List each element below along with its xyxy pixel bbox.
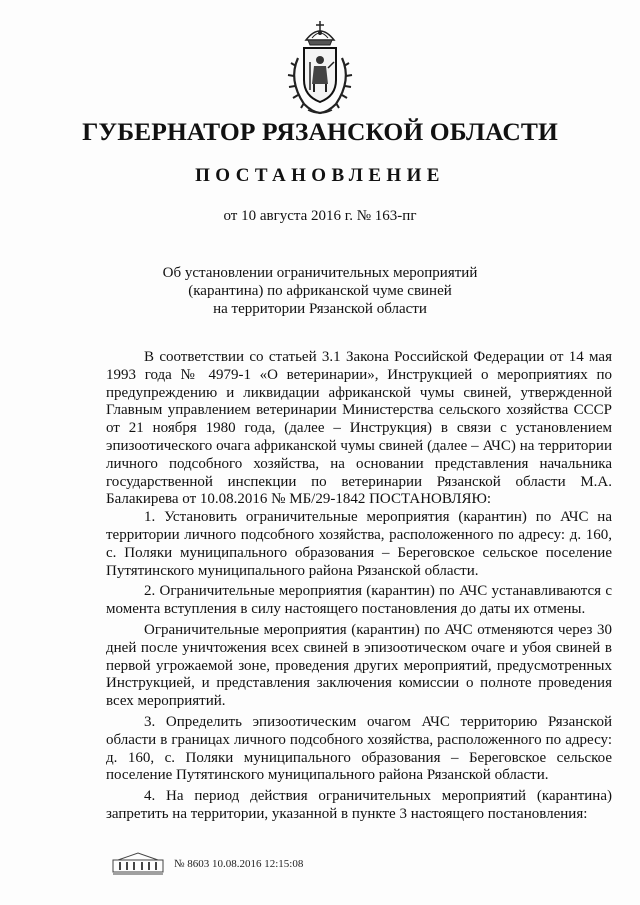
document-subject bbox=[150, 264, 490, 318]
registration-stamp bbox=[112, 852, 432, 878]
governor-title: ГУБЕРНАТОР РЯЗАНСКОЙ ОБЛАСТИ bbox=[82, 117, 558, 146]
registry-building-logo-icon bbox=[112, 852, 164, 876]
document-body bbox=[106, 349, 612, 824]
subject-line: (карантина) по африканской чуме свиней bbox=[188, 283, 452, 299]
subject-line: Об установлении ограничительных мероприятий bbox=[162, 265, 478, 281]
body-paragraph-preamble: В соответствии со статьей 3.1 Закона Российской Федерации от 14 мая 1993 года № 4979-1 «О ветеринарии», Инструкцией о мероприятиях по предупреждению и ликвидации африканской чумы свиней, утвержденной Главным управлением ветеринарии Министерства сельского хозяйства СССР от 21 ноября 1980 года, (далее – Инструкция) в связи с установлением эпизоотического очага африканской чумы свиней (далее – АЧС) на территории личного подсобного хозяйства, на основании представления начальника государственной инспекции по ветеринарии Рязанской области М.А. Балакирева от 10.08.2016 № МБ/29-1842 ПОСТАНОВЛЯЮ: bbox=[106, 349, 612, 508]
body-paragraph-item-3: 3. Определить эпизоотическим очагом АЧС территорию Рязанской области в границах личного подсобного хозяйства, расположенного по адресу: д. 160, с. Поляки муниципального образования – Береговское сельское поселение Путятинского муниципального района Рязанской области. bbox=[106, 713, 612, 784]
registration-number-timestamp: № 8603 10.08.2016 12:15:08 bbox=[174, 858, 304, 870]
document-date-number: от 10 августа 2016 г. № 163-пг bbox=[223, 208, 417, 224]
ryazan-coat-of-arms-icon bbox=[284, 18, 356, 118]
subject-line: на территории Рязанской области bbox=[213, 301, 427, 317]
body-paragraph-item-1: 1. Установить ограничительные мероприятия (карантин) по АЧС на территории личного подсобного хозяйства, расположенного по адресу: д. 160, с. Поляки муниципального образования – Береговское сельское поселение Путятинского муниципального района Рязанской области. bbox=[106, 509, 612, 579]
body-paragraph-item-2: 2. Ограничительные мероприятия (карантин) по АЧС устанавливаются с момента вступления в силу настоящего постановления до даты их отмены. bbox=[106, 583, 612, 618]
body-paragraph-cancellation: Ограничительные мероприятия (карантин) по АЧС отменяются через 30 дней после уничтожения всех свиней в эпизоотическом очаге и убоя свиней в первой угрожаемой зоне, проведения других мероприятий, предусмотренных Инструкцией, и представления заключения комиссии о полноте проведения всех мероприятий. bbox=[106, 621, 612, 710]
body-paragraph-item-4: 4. На период действия ограничительных мероприятий (карантина) запретить на территории, указанной в пункте 3 настоящего постановления: bbox=[106, 788, 612, 822]
document-type-heading: ПОСТАНОВЛЕНИЕ bbox=[195, 165, 445, 186]
